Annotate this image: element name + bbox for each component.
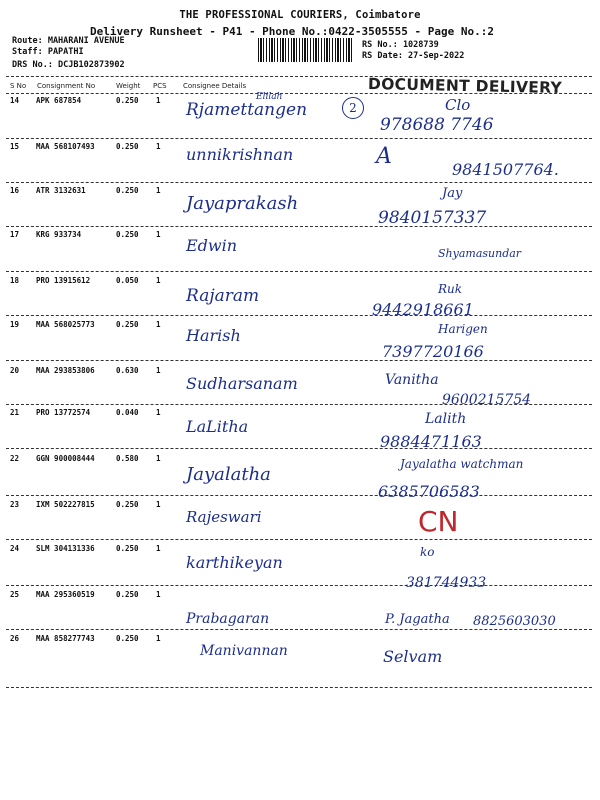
row-weight: 0.050 [116, 276, 139, 285]
receiver-signature: A [376, 144, 392, 169]
row-pcs: 1 [156, 408, 161, 417]
consignee-handwriting: Sudharsanam [186, 374, 298, 393]
consignee-handwriting: unnikrishnan [186, 145, 294, 164]
receiver-signature: P. Jagatha [385, 612, 450, 627]
receiver-signature: Vanitha [385, 372, 439, 388]
consignee-handwriting: LaLitha [186, 417, 249, 436]
row-separator [6, 687, 592, 688]
receiver-phone: 9600215754 [442, 392, 532, 408]
receiver-phone: 6385706583 [378, 482, 480, 501]
row-separator [6, 138, 592, 139]
row-weight: 0.250 [116, 544, 139, 553]
consignee-handwriting: karthikeyan [186, 553, 283, 572]
row-consignment-no: MAA 293853806 [36, 366, 95, 375]
receiver-phone: 8825603030 [473, 614, 556, 629]
row-pcs: 1 [156, 590, 161, 599]
row-sno: 18 [10, 276, 20, 285]
row-consignment-no: SLM 304131336 [36, 544, 95, 553]
row-separator [6, 360, 592, 361]
row-pcs: 1 [156, 96, 161, 105]
row-sno: 14 [10, 96, 20, 105]
row-sno: 26 [10, 634, 20, 643]
receiver-signature: Clo [445, 96, 471, 114]
receiver-phone: 7397720166 [382, 342, 484, 361]
row-pcs: 1 [156, 634, 161, 643]
receiver-phone: 978688 7746 [380, 115, 494, 135]
consignee-handwriting: Harish [186, 326, 241, 345]
row-consignment-no: APK 687854 [36, 96, 82, 105]
row-pcs: 1 [156, 186, 161, 195]
row-consignment-no: MAA 295360519 [36, 590, 95, 599]
row-consignment-no: MAA 568025773 [36, 320, 95, 329]
row-weight: 0.040 [116, 408, 139, 417]
receiver-phone: 9841507764. [452, 160, 559, 179]
row-weight: 0.250 [116, 320, 139, 329]
receiver-signature: Harigen [438, 322, 488, 336]
row-sno: 20 [10, 366, 20, 375]
staff-label: Staff: PAPATHI [12, 47, 84, 57]
row-consignment-no: MAA 858277743 [36, 634, 95, 643]
column-header-rule [6, 93, 592, 94]
receiver-signature: CN [418, 505, 459, 538]
row-pcs: 1 [156, 142, 161, 151]
receiver-signature: Jay [442, 186, 463, 201]
row-pcs: 1 [156, 366, 161, 375]
rs-number: RS No.: 1028739 [362, 40, 439, 50]
route-label: Route: MAHARANI AVENUE [12, 36, 125, 46]
row-weight: 0.250 [116, 142, 139, 151]
receiver-signature: Ruk [438, 282, 463, 296]
row-sno: 22 [10, 454, 20, 463]
row-sno: 16 [10, 186, 20, 195]
consignee-note: Elilah [256, 92, 283, 102]
consignee-handwriting: Manivannan [200, 643, 288, 659]
row-separator [6, 404, 592, 405]
row-consignment-no: GGN 900008444 [36, 454, 95, 463]
consignee-handwriting: Jayalatha [186, 464, 271, 485]
row-consignment-no: ATR 3132631 [36, 186, 86, 195]
row-sno: 23 [10, 500, 20, 509]
row-weight: 0.250 [116, 590, 139, 599]
row-weight: 0.630 [116, 366, 139, 375]
receiver-signature: ko [420, 545, 435, 559]
receiver-signature: Lalith [425, 411, 467, 427]
runsheet-title: Delivery Runsheet - P41 - Phone No.:0422-3505555 - Page No.:2 [90, 25, 494, 38]
row-consignment-no: PRO 13915612 [36, 276, 91, 285]
row-sno: 25 [10, 590, 20, 599]
consignee-handwriting: Rjamettangen [186, 100, 308, 120]
receiver-signature: Selvam [383, 647, 443, 666]
col-sno: S No [10, 82, 27, 90]
row-separator [6, 271, 592, 272]
row-weight: 0.250 [116, 96, 139, 105]
row-sno: 15 [10, 142, 20, 151]
row-sno: 21 [10, 408, 20, 417]
row-separator [6, 315, 592, 316]
receiver-signature: Jayalatha watchman [400, 457, 524, 471]
receiver-phone: 9442918661 [372, 300, 474, 319]
row-weight: 0.250 [116, 230, 139, 239]
col-pcs: PCS [153, 82, 167, 90]
row-pcs: 1 [156, 500, 161, 509]
company-name: THE PROFESSIONAL COURIERS, Coimbatore [179, 9, 421, 21]
rs-date: RS Date: 27-Sep-2022 [362, 51, 465, 61]
col-weight: Weight [116, 82, 141, 90]
receiver-phone: 381744933 [406, 575, 487, 591]
row-pcs: 1 [156, 544, 161, 553]
row-pcs: 1 [156, 230, 161, 239]
row-consignment-no: PRO 13772574 [36, 408, 91, 417]
consignee-handwriting: Rajeswari [186, 508, 262, 526]
row-separator [6, 539, 592, 540]
consignee-handwriting: Jayaprakash [186, 193, 299, 214]
row-pcs: 1 [156, 320, 161, 329]
document-delivery-stamp: DOCUMENT DELIVERY [367, 74, 563, 98]
consignee-handwriting: Rajaram [186, 286, 260, 306]
row-weight: 0.250 [116, 500, 139, 509]
row-consignment-no: MAA 568107493 [36, 142, 95, 151]
row-weight: 0.250 [116, 634, 139, 643]
row-separator [6, 448, 592, 449]
row-separator [6, 495, 592, 496]
row-pcs: 1 [156, 276, 161, 285]
row-separator [6, 585, 592, 586]
col-consignee: Consignee Details [183, 82, 247, 90]
row-separator [6, 182, 592, 183]
consignee-handwriting: Prabagaran [186, 611, 270, 627]
row-weight: 0.580 [116, 454, 139, 463]
receiver-phone: 9884471163 [380, 432, 482, 451]
receiver-signature: Shyamasundar [438, 247, 522, 260]
circled-number: 2 [342, 97, 364, 119]
row-separator [6, 226, 592, 227]
col-consignment: Consignment No [37, 82, 96, 90]
row-sno: 19 [10, 320, 20, 329]
row-separator [6, 629, 592, 630]
drs-number: DRS No.: DCJB102873902 [12, 60, 125, 70]
row-consignment-no: IXM 502227815 [36, 500, 95, 509]
row-sno: 17 [10, 230, 20, 239]
barcode [258, 38, 354, 62]
row-consignment-no: KRG 933734 [36, 230, 82, 239]
row-sno: 24 [10, 544, 20, 553]
row-pcs: 1 [156, 454, 161, 463]
receiver-phone: 9840157337 [378, 208, 487, 228]
row-weight: 0.250 [116, 186, 139, 195]
consignee-handwriting: Edwin [186, 236, 238, 255]
